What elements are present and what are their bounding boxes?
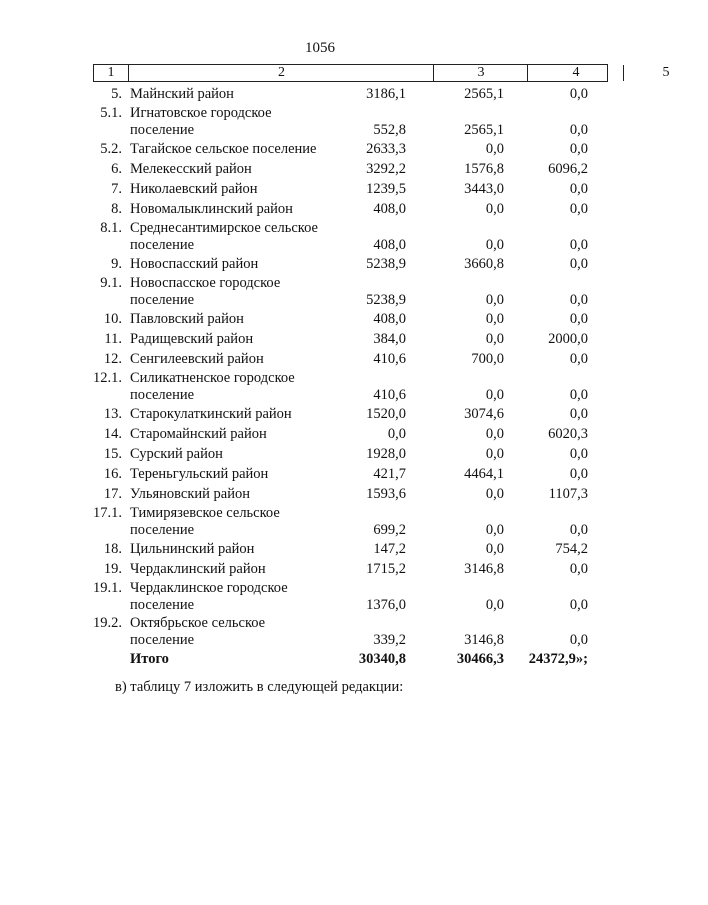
cell-col-3: 421,7 [373,466,406,482]
cell-col-3: 410,6 [373,351,406,367]
row-name: Игнатовское городское [130,105,272,121]
row-name-continued: поселение [130,387,195,403]
cell-col-5: 2000,0 [548,331,588,347]
row-number: 7. [111,181,122,197]
table-row [0,179,640,199]
cell-col-5: 0,0 [569,466,588,482]
row-name: Майнский район [130,86,234,102]
row-number: 19.2. [93,615,122,631]
cell-col-5: 0,0 [569,292,588,308]
table-row [0,404,640,424]
row-name-continued: поселение [130,597,195,613]
cell-col-4: 3146,8 [464,561,504,577]
table-row [0,274,640,309]
cell-col-5: 0,0 [569,561,588,577]
row-name: Радищевский район [130,331,254,347]
table-row [0,444,640,464]
cell-col-3: 1593,6 [366,486,406,502]
row-name-continued: поселение [130,522,195,538]
table-row [0,464,640,484]
table-row [0,614,640,649]
cell-col-3: 699,2 [373,522,406,538]
cell-col-4: 3146,8 [464,632,504,648]
row-name: Тимирязевское сельское [130,505,280,521]
table-row [0,139,640,159]
total-col-5: 24372,9»; [528,651,588,667]
row-name: Ульяновский район [130,486,251,502]
cell-col-4: 0,0 [485,446,504,462]
row-number: 11. [104,331,122,347]
cell-col-3: 1376,0 [366,597,406,613]
cell-col-5: 0,0 [569,446,588,462]
row-name: Октябрьское сельское [130,615,266,631]
row-number: 8. [111,201,122,217]
cell-col-4: 0,0 [485,292,504,308]
row-number: 19. [103,561,122,577]
cell-col-5: 0,0 [569,122,588,138]
column-header-2: 2 [128,65,434,81]
cell-col-3: 1928,0 [366,446,406,462]
table-row [0,329,640,349]
row-number: 17. [103,486,122,502]
row-number: 15. [103,446,122,462]
cell-col-4: 0,0 [485,141,504,157]
cell-col-5: 0,0 [569,237,588,253]
cell-col-4: 0,0 [485,311,504,327]
row-name: Чердаклинский район [130,561,266,577]
row-number: 10. [103,311,122,327]
row-name: Николаевский район [130,181,258,197]
cell-col-5: 0,0 [569,387,588,403]
row-name: Сенгилеевский район [130,351,264,367]
table-row [0,579,640,614]
row-name-continued: поселение [130,237,195,253]
cell-col-4: 3443,0 [464,181,504,197]
table-row [0,369,640,404]
cell-col-3: 552,8 [373,122,406,138]
page-number: 1056 [305,40,335,56]
cell-col-3: 3186,1 [366,86,406,102]
row-name: Сурский район [130,446,223,462]
cell-col-5: 6096,2 [548,161,588,177]
table-row [0,84,640,104]
total-col-3: 30340,8 [358,651,406,667]
cell-col-3: 410,6 [373,387,406,403]
cell-col-3: 0,0 [387,426,406,442]
cell-col-4: 3074,6 [464,406,504,422]
row-number: 13. [103,406,122,422]
total-row [0,649,640,671]
row-number: 6. [111,161,122,177]
cell-col-5: 0,0 [569,406,588,422]
cell-col-4: 3660,8 [464,256,504,272]
cell-col-4: 2565,1 [464,122,504,138]
table-row [0,539,640,559]
cell-col-5: 0,0 [569,597,588,613]
cell-col-5: 6020,3 [548,426,588,442]
cell-col-4: 4464,1 [464,466,504,482]
column-header-4: 4 [527,65,624,81]
cell-col-4: 2565,1 [464,86,504,102]
row-number: 12. [103,351,122,367]
table-row [0,424,640,444]
row-name: Чердаклинское городское [130,580,288,596]
cell-col-4: 0,0 [485,387,504,403]
table-row [0,104,640,139]
total-col-4: 30466,3 [456,651,504,667]
table-row [0,254,640,274]
cell-col-3: 408,0 [373,201,406,217]
cell-col-5: 0,0 [569,522,588,538]
cell-col-3: 408,0 [373,237,406,253]
row-name: Старокулаткинский район [130,406,292,422]
row-number: 5. [111,86,122,102]
cell-col-3: 5238,9 [366,256,406,272]
cell-col-5: 0,0 [569,201,588,217]
cell-col-5: 754,2 [555,541,588,557]
row-name: Среднесантимирское сельское [130,220,318,236]
cell-col-5: 0,0 [569,86,588,102]
cell-col-4: 0,0 [485,597,504,613]
cell-col-4: 0,0 [485,486,504,502]
row-number: 8.1. [100,220,122,236]
cell-col-3: 384,0 [373,331,406,347]
cell-col-3: 5238,9 [366,292,406,308]
row-name: Мелекесский район [130,161,252,177]
row-number: 18. [103,541,122,557]
cell-col-5: 0,0 [569,141,588,157]
cell-col-5: 0,0 [569,632,588,648]
row-number: 5.2. [100,141,122,157]
cell-col-5: 0,0 [569,351,588,367]
column-header-3: 3 [433,65,528,81]
row-number: 12.1. [93,370,122,386]
cell-col-4: 700,0 [471,351,504,367]
row-number: 17.1. [93,505,122,521]
table-row [0,349,640,369]
row-name: Тагайское сельское поселение [130,141,317,157]
row-name: Новомалыклинский район [130,201,293,217]
row-number: 16. [103,466,122,482]
row-name: Тереньгульский район [130,466,269,482]
row-number: 19.1. [93,580,122,596]
cell-col-3: 147,2 [373,541,406,557]
table-header [93,64,670,82]
table-row [0,309,640,329]
row-number: 9. [111,256,122,272]
row-name: Новоспасский район [130,256,259,272]
cell-col-4: 0,0 [485,237,504,253]
cell-col-4: 0,0 [485,426,504,442]
cell-col-4: 1576,8 [464,161,504,177]
row-name: Силикатненское городское [130,370,295,386]
table-body [0,84,640,671]
cell-col-3: 1520,0 [366,406,406,422]
cell-col-4: 0,0 [485,331,504,347]
row-name-continued: поселение [130,632,195,648]
column-header-1: 1 [107,65,115,80]
cell-col-4: 0,0 [485,541,504,557]
row-name: Цильнинский район [130,541,255,557]
cell-col-4: 0,0 [485,201,504,217]
cell-col-4: 0,0 [485,522,504,538]
table-row [0,159,640,179]
cell-col-5: 1107,3 [548,486,588,502]
cell-col-3: 2633,3 [366,141,406,157]
cell-col-3: 1715,2 [366,561,406,577]
cell-col-3: 408,0 [373,311,406,327]
footnote-text: в) таблицу 7 изложить в следующей редакции: [115,679,404,695]
row-name: Павловский район [130,311,244,327]
row-name: Новоспасское городское [130,275,281,291]
row-number: 14. [103,426,122,442]
cell-col-5: 0,0 [569,181,588,197]
cell-col-3: 339,2 [373,632,406,648]
row-name-continued: поселение [130,292,195,308]
table-row [0,559,640,579]
row-number: 5.1. [100,105,122,121]
cell-col-5: 0,0 [569,311,588,327]
table-row [0,219,640,254]
cell-col-5: 0,0 [569,256,588,272]
total-label: Итого [130,651,169,667]
table-row [0,484,640,504]
column-header-5: 5 [623,65,708,81]
table-row [0,199,640,219]
table-row [0,504,640,539]
row-name-continued: поселение [130,122,195,138]
row-number: 9.1. [100,275,122,291]
cell-col-3: 3292,2 [366,161,406,177]
cell-col-3: 1239,5 [366,181,406,197]
row-name: Старомайнский район [130,426,267,442]
